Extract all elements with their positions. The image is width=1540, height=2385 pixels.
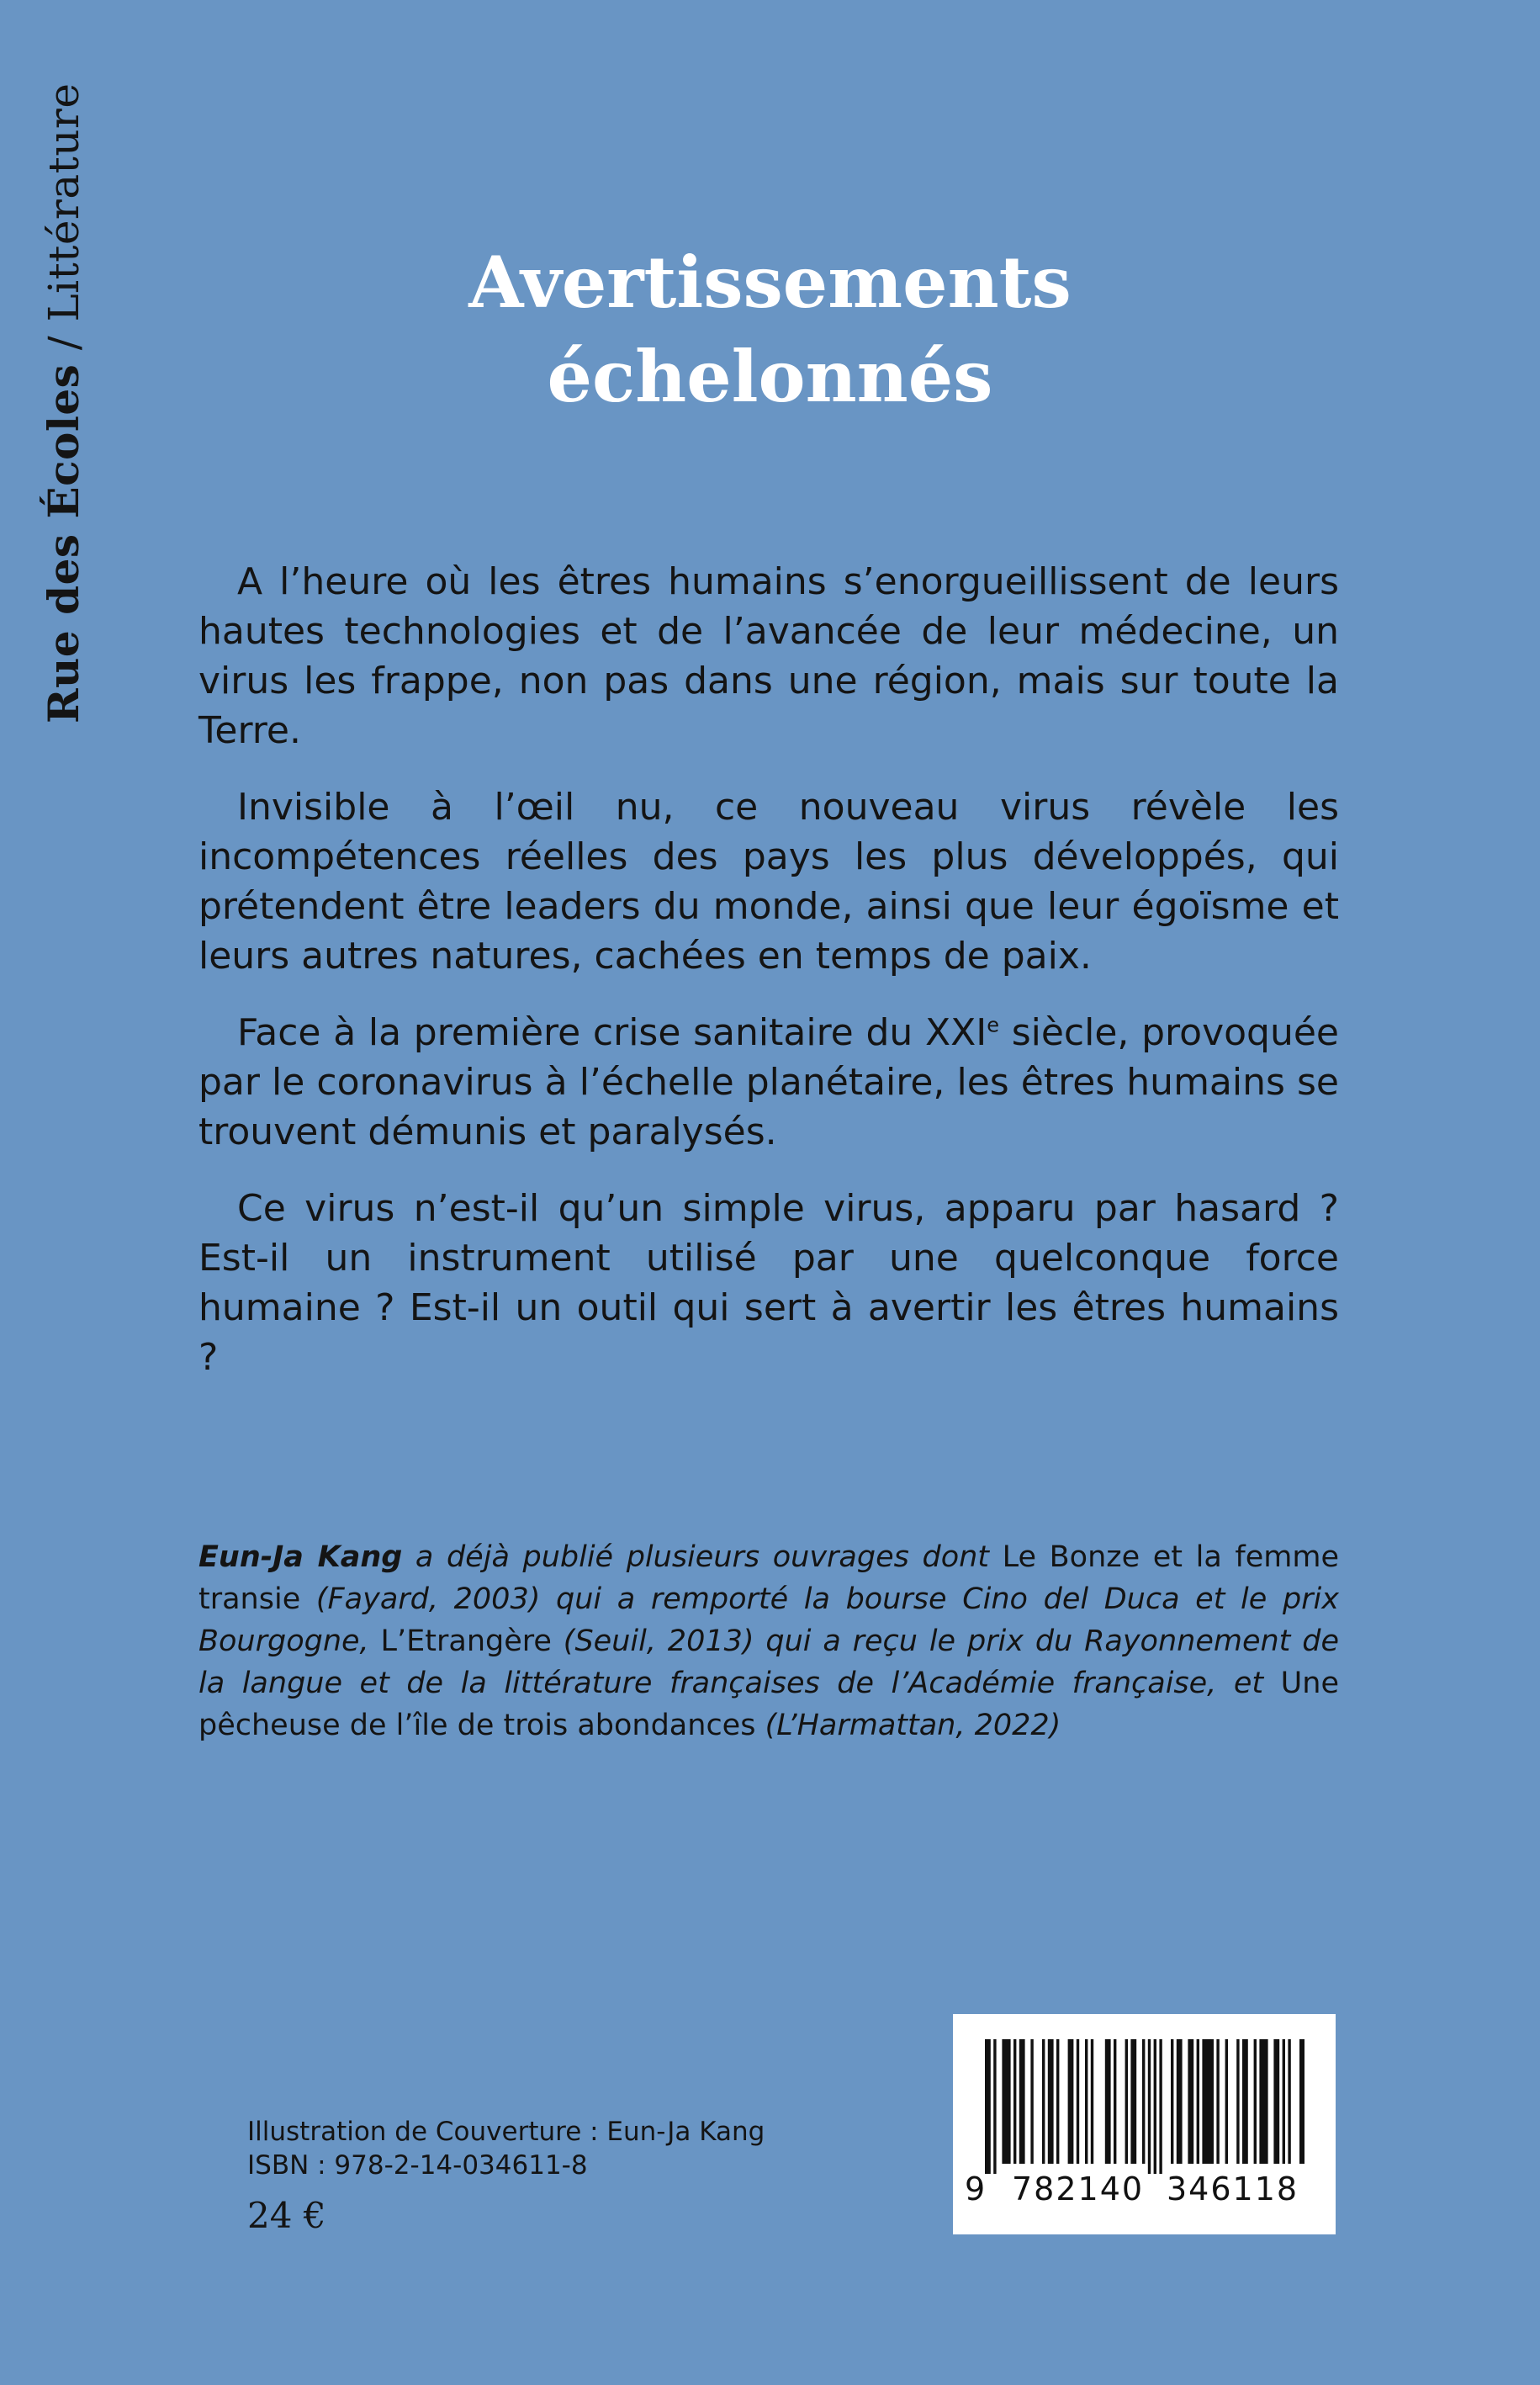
blurb-p3-start: Face à la première crise sanitaire du XXI xyxy=(237,1011,987,1054)
barcode-bar xyxy=(1091,2039,1093,2164)
blurb-paragraph-4: Ce virus n’est-il qu’un simple virus, apparu par hasard ? Est-il un instrument utilisé par une quelconque force humaine ? Est-il un outil qui sert à avertir les êtres humains ? xyxy=(198,1187,1339,1379)
barcode-bars xyxy=(985,2039,1305,2174)
barcode-bar xyxy=(1242,2039,1248,2164)
barcode-bar xyxy=(1148,2039,1151,2174)
barcode-bar xyxy=(1197,2039,1199,2164)
blurb-p3-end: siècle, provoquée par le coronavirus à l’échelle planétaire, les êtres humains se trouvent démunis et paralysés. xyxy=(198,1011,1339,1153)
barcode-bar xyxy=(1254,2039,1257,2164)
barcode-bar xyxy=(1236,2039,1239,2164)
blurb-paragraph-2: Invisible à l’œil nu, ce nouveau virus révèle les incompétences réelles des pays les plus développés, qui prétendent être leaders du monde, ainsi que leur égoïsme et leurs autres natures, cachées en temps de paix. xyxy=(198,786,1339,978)
barcode-bar xyxy=(985,2039,991,2174)
barcode-bar xyxy=(1259,2039,1267,2164)
barcode-bar xyxy=(1105,2039,1111,2164)
barcode-bar xyxy=(1273,2039,1279,2164)
barcode-bar xyxy=(1048,2039,1054,2164)
barcode-bar xyxy=(1013,2039,1016,2164)
barcode-bar xyxy=(1030,2039,1033,2164)
barcode-bar xyxy=(1085,2039,1088,2164)
bio-text-2: (Fayard, 2003) qui a remporté la bourse Cino del Duca et le prix Bourgogne, xyxy=(198,1582,1339,1658)
barcode-bar xyxy=(1299,2039,1305,2164)
barcode-bar xyxy=(1130,2039,1136,2164)
barcode-bar xyxy=(1202,2039,1214,2164)
barcode-bar xyxy=(1177,2039,1183,2164)
barcode-bar xyxy=(1125,2039,1128,2164)
barcode-group-2: 346118 xyxy=(1167,2170,1299,2207)
book-title xyxy=(0,236,1540,424)
series-separator: / xyxy=(40,321,88,364)
bio-text-4: (L’Harmattan, 2022) xyxy=(755,1709,1061,1742)
barcode-group-1: 782140 xyxy=(1012,2170,1145,2207)
barcode-bar xyxy=(1171,2039,1173,2164)
bio-text-1: a déjà publié plusieurs ouvrages dont xyxy=(402,1540,1003,1574)
barcode-bar xyxy=(1225,2039,1228,2164)
barcode-bar xyxy=(1142,2039,1145,2164)
blurb xyxy=(198,557,1339,1409)
barcode-bar xyxy=(1042,2039,1045,2164)
author-name: Eun-Ja Kang xyxy=(198,1540,403,1574)
century-superscript: e xyxy=(987,1013,1000,1037)
barcode-bar xyxy=(1188,2039,1193,2164)
barcode-bar xyxy=(1283,2039,1285,2164)
title-line-2: échelonnés xyxy=(547,335,993,418)
barcode-bar xyxy=(1002,2039,1010,2164)
barcode-bar xyxy=(1068,2039,1074,2164)
barcode-bar xyxy=(1114,2039,1116,2164)
bio-text-3: (Seuil, 2013) qui a reçu le prix du Rayonnement de la langue et de la littérature françaises de l’Académie française, et xyxy=(198,1624,1340,1700)
barcode-bar xyxy=(1159,2039,1162,2174)
bio-book-2: L’Etrangère xyxy=(380,1624,552,1658)
collection-name: Littérature xyxy=(40,82,88,322)
blurb-paragraph-3 xyxy=(198,1008,1339,1157)
barcode-bar xyxy=(1288,2039,1290,2164)
author-bio xyxy=(198,1536,1339,1746)
blurb-paragraph-1: A l’heure où les êtres humains s’enorgueillissent de leurs hautes technologies et de l’avancée de leur médecine, un virus les frappe, non pas dans une région, mais sur toute la Terre. xyxy=(198,560,1339,752)
bio-book-3: Une pêcheuse de l’île de trois abondances xyxy=(198,1667,1339,1742)
barcode-bar xyxy=(1019,2039,1025,2164)
barcode-lead-digit: 9 xyxy=(965,2170,987,2207)
illustration-credit: Illustration de Couverture : Eun-Ja Kang xyxy=(247,2117,765,2147)
isbn-barcode xyxy=(953,2014,1336,2234)
publication-credits xyxy=(247,2115,765,2241)
bio-book-1: Le Bonze et la femme transie xyxy=(198,1540,1339,1616)
title-line-1: Avertissements xyxy=(468,241,1072,324)
barcode-bar xyxy=(1056,2039,1059,2164)
price: 24 € xyxy=(247,2195,326,2236)
barcode-bar xyxy=(1154,2039,1156,2174)
barcode-bar xyxy=(993,2039,996,2174)
series-name: Rue des Écoles xyxy=(39,363,88,723)
isbn-number: ISBN : 978-2-14-034611-8 xyxy=(247,2150,588,2181)
barcode-bar xyxy=(1077,2039,1079,2164)
barcode-bar xyxy=(1216,2039,1219,2164)
